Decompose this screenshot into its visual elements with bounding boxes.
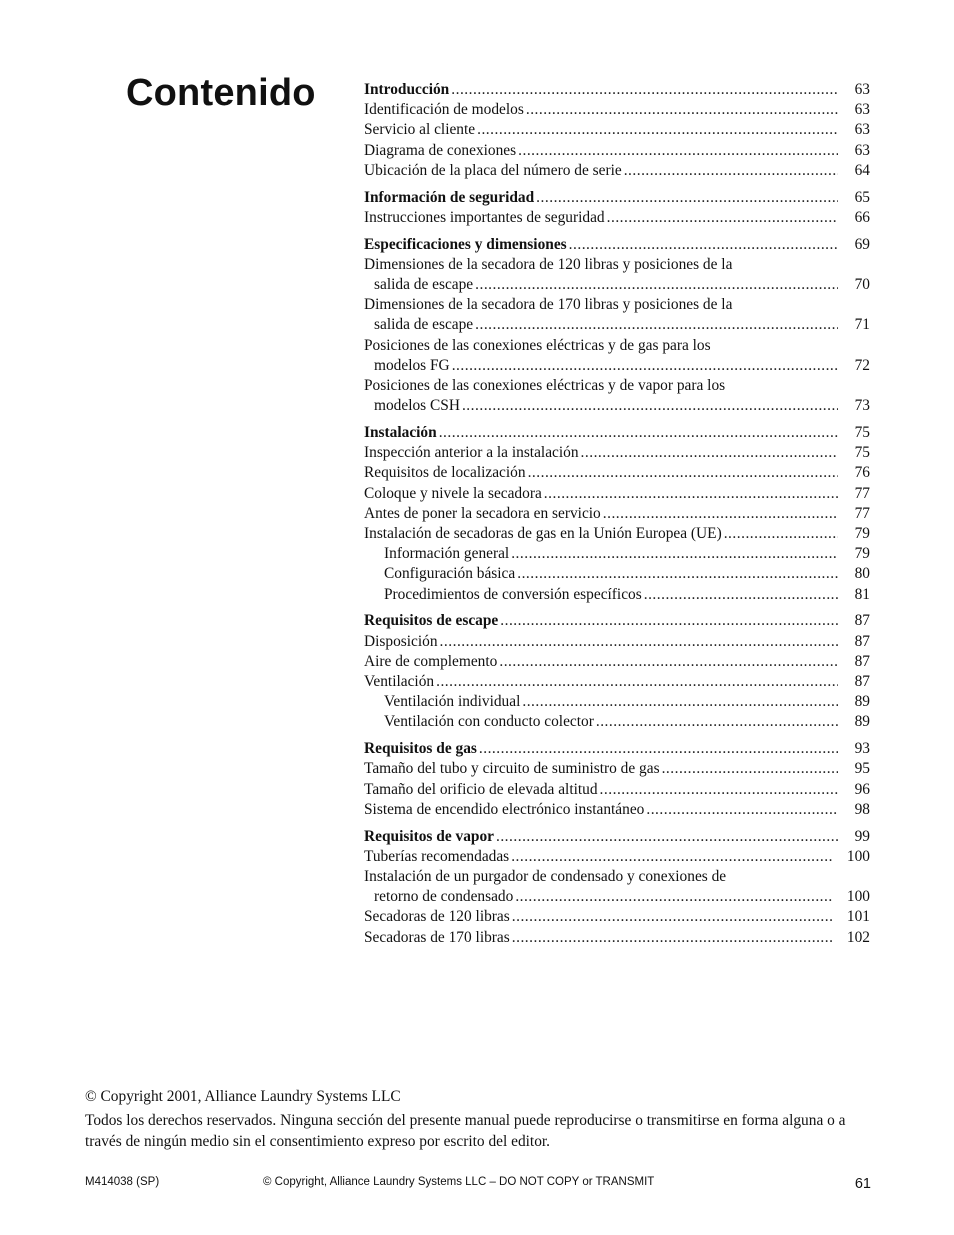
toc-entry-label: Ubicación de la placa del número de serie — [364, 161, 622, 179]
toc-page-number: 64 — [854, 161, 870, 179]
dot-leader — [526, 100, 838, 120]
dot-leader — [512, 907, 833, 927]
toc-chapter[interactable] — [364, 80, 870, 100]
dot-leader — [451, 80, 838, 100]
toc-chapter[interactable] — [364, 739, 870, 759]
toc-entry[interactable] — [364, 887, 870, 907]
toc-entry[interactable] — [364, 396, 870, 416]
toc-entry[interactable] — [364, 928, 870, 948]
dot-leader — [511, 544, 838, 564]
toc-chapter[interactable] — [364, 188, 870, 208]
toc-page-number: 72 — [854, 356, 870, 374]
toc-entry-label: Información de seguridad — [364, 188, 535, 206]
toc-entry-label: salida de escape — [374, 276, 474, 294]
toc-entry-label: Tamaño del tubo y circuito de suministro de gas — [364, 760, 660, 778]
toc-chapter[interactable] — [364, 235, 870, 255]
dot-leader — [475, 275, 838, 295]
toc-entry-label: Secadoras de 170 libras — [364, 928, 510, 946]
dot-leader — [511, 847, 833, 867]
toc-entry[interactable] — [364, 907, 870, 927]
dot-leader — [662, 759, 838, 779]
toc-page-number: 102 — [846, 928, 870, 946]
toc-entry-label: modelos CSH — [374, 397, 460, 415]
toc-entry[interactable] — [364, 544, 870, 564]
toc-entry[interactable] — [364, 632, 870, 652]
toc-section — [364, 80, 870, 181]
dot-leader — [600, 780, 838, 800]
toc-entry-label: Ventilación individual — [384, 693, 521, 711]
toc-entry[interactable] — [364, 504, 870, 524]
table-of-contents — [364, 80, 870, 954]
copyright-block — [85, 1086, 875, 1155]
toc-entry-label: Tamaño del orificio de elevada altitud — [364, 780, 598, 798]
toc-page-number: 63 — [854, 141, 870, 159]
toc-section — [364, 235, 870, 417]
dot-leader — [603, 504, 838, 524]
toc-entry-label: Dimensiones de la secadora de 120 libras y posiciones de la — [364, 255, 733, 273]
toc-entry[interactable] — [364, 524, 870, 544]
toc-entry-label: Requisitos de vapor — [364, 827, 494, 845]
toc-entry-label: Introducción — [364, 81, 450, 98]
toc-entry[interactable] — [364, 120, 870, 140]
dot-leader — [515, 887, 833, 907]
toc-entry[interactable] — [364, 484, 870, 504]
toc-page-number: 89 — [854, 713, 870, 731]
toc-page-number: 79 — [854, 525, 870, 543]
toc-page-number: 77 — [854, 504, 870, 522]
toc-entry-label: Inspección anterior a la instalación — [364, 444, 579, 462]
page-title: Contenido — [126, 72, 316, 114]
dot-leader — [479, 739, 838, 759]
toc-page-number: 87 — [854, 612, 870, 630]
toc-chapter[interactable] — [364, 423, 870, 443]
toc-entry-label: Antes de poner la secadora en servicio — [364, 504, 601, 522]
toc-page-number: 73 — [854, 397, 870, 415]
dot-leader — [496, 827, 838, 847]
toc-entry-label: Procedimientos de conversión específicos — [384, 585, 642, 603]
toc-entry-label: Requisitos de escape — [364, 612, 499, 630]
toc-page-number: 66 — [854, 208, 870, 226]
dot-leader — [500, 611, 838, 631]
toc-entry-label: Información general — [384, 545, 510, 563]
toc-entry[interactable] — [364, 443, 870, 463]
toc-entry-label: Diagrama de conexiones — [364, 141, 517, 159]
dot-leader — [439, 423, 838, 443]
dot-leader — [646, 800, 838, 820]
dot-leader — [581, 443, 838, 463]
toc-entry-label: Configuración básica — [384, 565, 516, 583]
toc-entry[interactable] — [364, 275, 870, 295]
dot-leader — [528, 463, 838, 483]
toc-page-number: 81 — [854, 585, 870, 603]
toc-entry[interactable] — [364, 564, 870, 584]
toc-page-number: 96 — [854, 780, 870, 798]
toc-page-number: 69 — [854, 235, 870, 253]
dot-leader — [452, 356, 838, 376]
toc-entry-label: Instalación de un purgador de condensado y conexiones de — [364, 868, 727, 886]
toc-page-number: 79 — [854, 545, 870, 563]
toc-page-number: 100 — [846, 847, 870, 865]
rights-statement: Todos los derechos reservados. Ninguna sección del presente manual puede reproducirse o transmitirse en forma alguna o a través de ningún medio sin el consentimiento expreso por escrito del editor. — [85, 1112, 846, 1150]
toc-entry-label: Instalación — [364, 424, 437, 442]
toc-entry-label: Requisitos de gas — [364, 740, 477, 758]
dot-leader — [607, 208, 838, 228]
toc-entry[interactable] — [364, 100, 870, 120]
toc-entry-label: Especificaciones y dimensiones — [364, 235, 567, 253]
toc-entry[interactable] — [364, 652, 870, 672]
toc-entry-label: Coloque y nivele la secadora — [364, 484, 542, 502]
toc-entry-label: Tuberías recomendadas — [364, 847, 510, 865]
toc-page-number: 93 — [854, 740, 870, 758]
dot-leader — [512, 928, 833, 948]
toc-page-number: 99 — [854, 827, 870, 845]
toc-entry[interactable] — [364, 800, 870, 820]
toc-entry[interactable] — [364, 463, 870, 483]
toc-entry[interactable] — [364, 161, 870, 181]
toc-page-number: 70 — [854, 276, 870, 294]
dot-leader — [499, 652, 838, 672]
dot-leader — [569, 235, 838, 255]
toc-section — [364, 423, 870, 605]
document-id: M414038 (SP) — [85, 1176, 160, 1188]
dot-leader — [724, 524, 838, 544]
toc-entry[interactable] — [364, 315, 870, 335]
toc-page-number: 75 — [854, 444, 870, 462]
toc-section — [364, 188, 870, 228]
toc-page-number: 65 — [854, 188, 870, 206]
toc-page-number: 63 — [854, 121, 870, 139]
toc-entry-label: Disposición — [364, 632, 438, 650]
toc-page-number: 63 — [854, 81, 870, 98]
toc-entry[interactable] — [364, 672, 870, 692]
toc-entry-label: Instrucciones importantes de seguridad — [364, 208, 605, 226]
toc-entry-label: Instalación de secadoras de gas en la Unión Europea (UE) — [364, 525, 722, 543]
page-number: 61 — [854, 1176, 871, 1192]
toc-section — [364, 827, 870, 948]
toc-page-number: 76 — [854, 464, 870, 482]
dot-leader — [517, 564, 838, 584]
toc-entry-label: Ventilación con conducto colector — [384, 713, 594, 731]
toc-entry-label: retorno de condensado — [374, 888, 514, 906]
dot-leader — [440, 632, 838, 652]
dot-leader — [477, 120, 838, 140]
toc-page-number: 87 — [854, 673, 870, 691]
toc-entry[interactable] — [364, 847, 870, 867]
toc-page-number: 89 — [854, 693, 870, 711]
toc-page-number: 75 — [854, 424, 870, 442]
copyright-line: © Copyright 2001, Alliance Laundry Systems LLC — [85, 1088, 401, 1105]
dot-leader — [518, 141, 838, 161]
dot-leader — [544, 484, 838, 504]
dot-leader — [436, 672, 838, 692]
toc-page-number: 95 — [854, 760, 870, 778]
toc-entry-label: Dimensiones de la secadora de 170 libras y posiciones de la — [364, 296, 733, 314]
footer-notice: © Copyright, Alliance Laundry Systems LLC – DO NOT COPY or TRANSMIT — [263, 1176, 655, 1188]
toc-section — [364, 611, 870, 732]
toc-entry-label: Servicio al cliente — [364, 121, 476, 139]
toc-entry-label: salida de escape — [374, 316, 474, 334]
toc-entry-label: Ventilación — [364, 673, 435, 691]
toc-entry-label: Posiciones de las conexiones eléctricas y de vapor para los — [364, 377, 726, 395]
toc-entry[interactable] — [364, 780, 870, 800]
toc-page-number: 71 — [854, 316, 870, 334]
page-footer — [85, 1176, 871, 1196]
toc-page-number: 87 — [854, 652, 870, 670]
dot-leader — [536, 188, 838, 208]
toc-page-number: 87 — [854, 632, 870, 650]
dot-leader — [644, 585, 838, 605]
toc-entry[interactable] — [364, 208, 870, 228]
toc-entry-label: Sistema de encendido electrónico instantáneo — [364, 800, 645, 818]
toc-entry[interactable] — [364, 692, 870, 712]
toc-entry-label: Posiciones de las conexiones eléctricas y de gas para los — [364, 336, 711, 354]
toc-chapter[interactable] — [364, 827, 870, 847]
toc-entry-label: Requisitos de localización — [364, 464, 526, 482]
dot-leader — [624, 161, 838, 181]
toc-entry[interactable] — [364, 141, 870, 161]
dot-leader — [462, 396, 838, 416]
toc-chapter[interactable] — [364, 611, 870, 631]
toc-section — [364, 739, 870, 820]
toc-entry-label: Aire de complemento — [364, 652, 498, 670]
toc-entry-label: Identificación de modelos — [364, 101, 524, 119]
dot-leader — [522, 692, 838, 712]
toc-entry[interactable] — [364, 356, 870, 376]
toc-page-number: 101 — [846, 908, 870, 926]
toc-page-number: 77 — [854, 484, 870, 502]
dot-leader — [475, 315, 838, 335]
toc-entry-label: modelos FG — [374, 356, 450, 374]
toc-entry[interactable] — [364, 712, 870, 732]
toc-entry-label: Secadoras de 120 libras — [364, 908, 510, 926]
toc-page-number: 63 — [854, 101, 870, 119]
toc-page-number: 100 — [846, 888, 870, 906]
dot-leader — [596, 712, 838, 732]
toc-page-number: 98 — [854, 800, 870, 818]
toc-entry[interactable] — [364, 759, 870, 779]
toc-page-number: 80 — [854, 565, 870, 583]
toc-entry[interactable] — [364, 585, 870, 605]
